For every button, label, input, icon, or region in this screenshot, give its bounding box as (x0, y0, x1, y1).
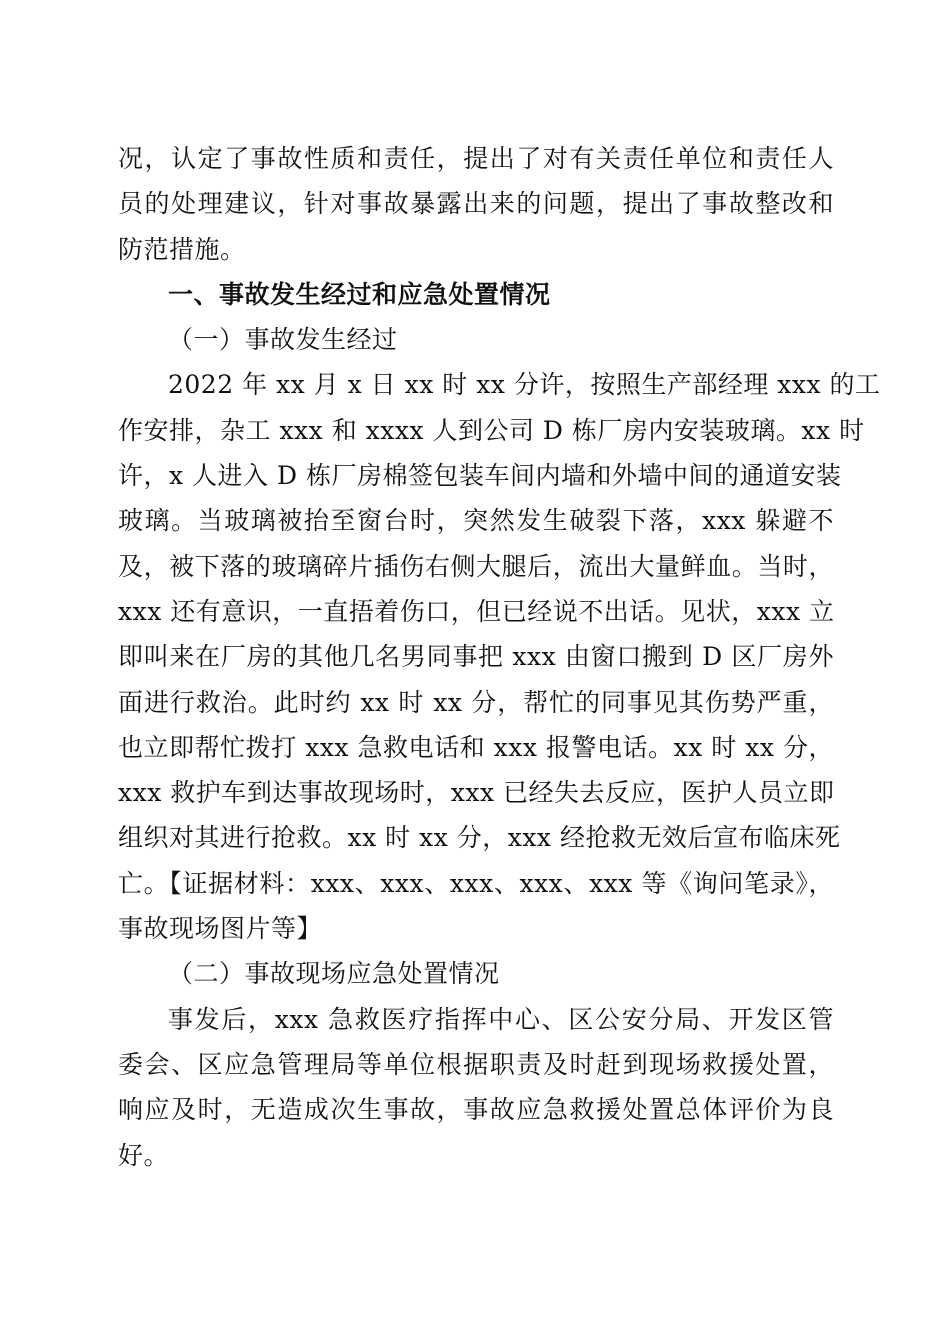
paragraph-line: 事故现场图片等】 (118, 914, 323, 944)
paragraph-line: 响应及时，无造成次生事故，事故应急救援处置总体评价为良 (118, 1095, 834, 1125)
document-page (118, 136, 881, 1178)
paragraph-line: 事发后，xxx 急救医疗指挥中心、区公安分局、开发区管 (168, 1004, 834, 1034)
paragraph-line: 及，被下落的玻璃碎片插伤右侧大腿后，流出大量鲜血。当时， (118, 551, 834, 581)
paragraph-line: xxx 救护车到达事故现场时，xxx 已经失去反应，医护人员立即 (118, 778, 835, 808)
paragraph-line: 2022 年 xx 月 x 日 xx 时 xx 分许，按照生产部经理 xxx 的工 (168, 370, 881, 400)
paragraph-line: 况，认定了事故性质和责任，提出了对有关责任单位和责任人 (118, 144, 834, 173)
paragraph-line: 也立即帮忙拨打 xxx 急救电话和 xxx 报警电话。xx 时 xx 分， (118, 732, 834, 762)
emergency-response-paragraph (118, 997, 834, 1178)
subsection-heading: （一）事故发生经过 (168, 325, 398, 355)
paragraph-line: xxx 还有意识，一直捂着伤口，但已经说不出话。见状，xxx 立 (118, 596, 835, 626)
paragraph-line: 防范措施。 (118, 234, 246, 264)
paragraph-line: 委会、区应急管理局等单位根据职责及时赶到现场救援处置， (118, 1049, 834, 1079)
paragraph-line: 组织对其进行抢救。xx 时 xx 分，xxx 经抢救无效后宣布临床死 (118, 823, 841, 853)
paragraph-line: 许，x 人进入 D 栋厂房棉签包装车间内墙和外墙中间的通道安装 (118, 461, 842, 491)
paragraph-line: 玻璃。当玻璃被抬至窗台时，突然发生破裂下落，xxx 躲避不 (118, 506, 834, 536)
paragraph-line: 面进行救治。此时约 xx 时 xx 分，帮忙的同事见其伤势严重， (118, 687, 834, 717)
paragraph-line: 作安排，杂工 xxx 和 xxxx 人到公司 D 栋厂房内安装玻璃。xx 时 (118, 415, 865, 445)
paragraph-line: 亡。【证据材料：xxx、xxx、xxx、xxx、xxx 等《询问笔录》， (118, 868, 834, 898)
accident-process-paragraph (118, 362, 881, 951)
intro-paragraph (118, 136, 834, 272)
paragraph-line: 好。 (118, 1140, 170, 1170)
paragraph-line: 员的处理建议，针对事故暴露出来的问题，提出了事故整改和 (118, 189, 834, 219)
paragraph-line: 即叫来在厂房的其他几名男同事把 xxx 由窗口搬到 D 区厂房外 (118, 642, 834, 672)
section-heading: 一、事故发生经过和应急处置情况 (168, 279, 551, 309)
subsection-heading: （二）事故现场应急处置情况 (168, 959, 500, 989)
